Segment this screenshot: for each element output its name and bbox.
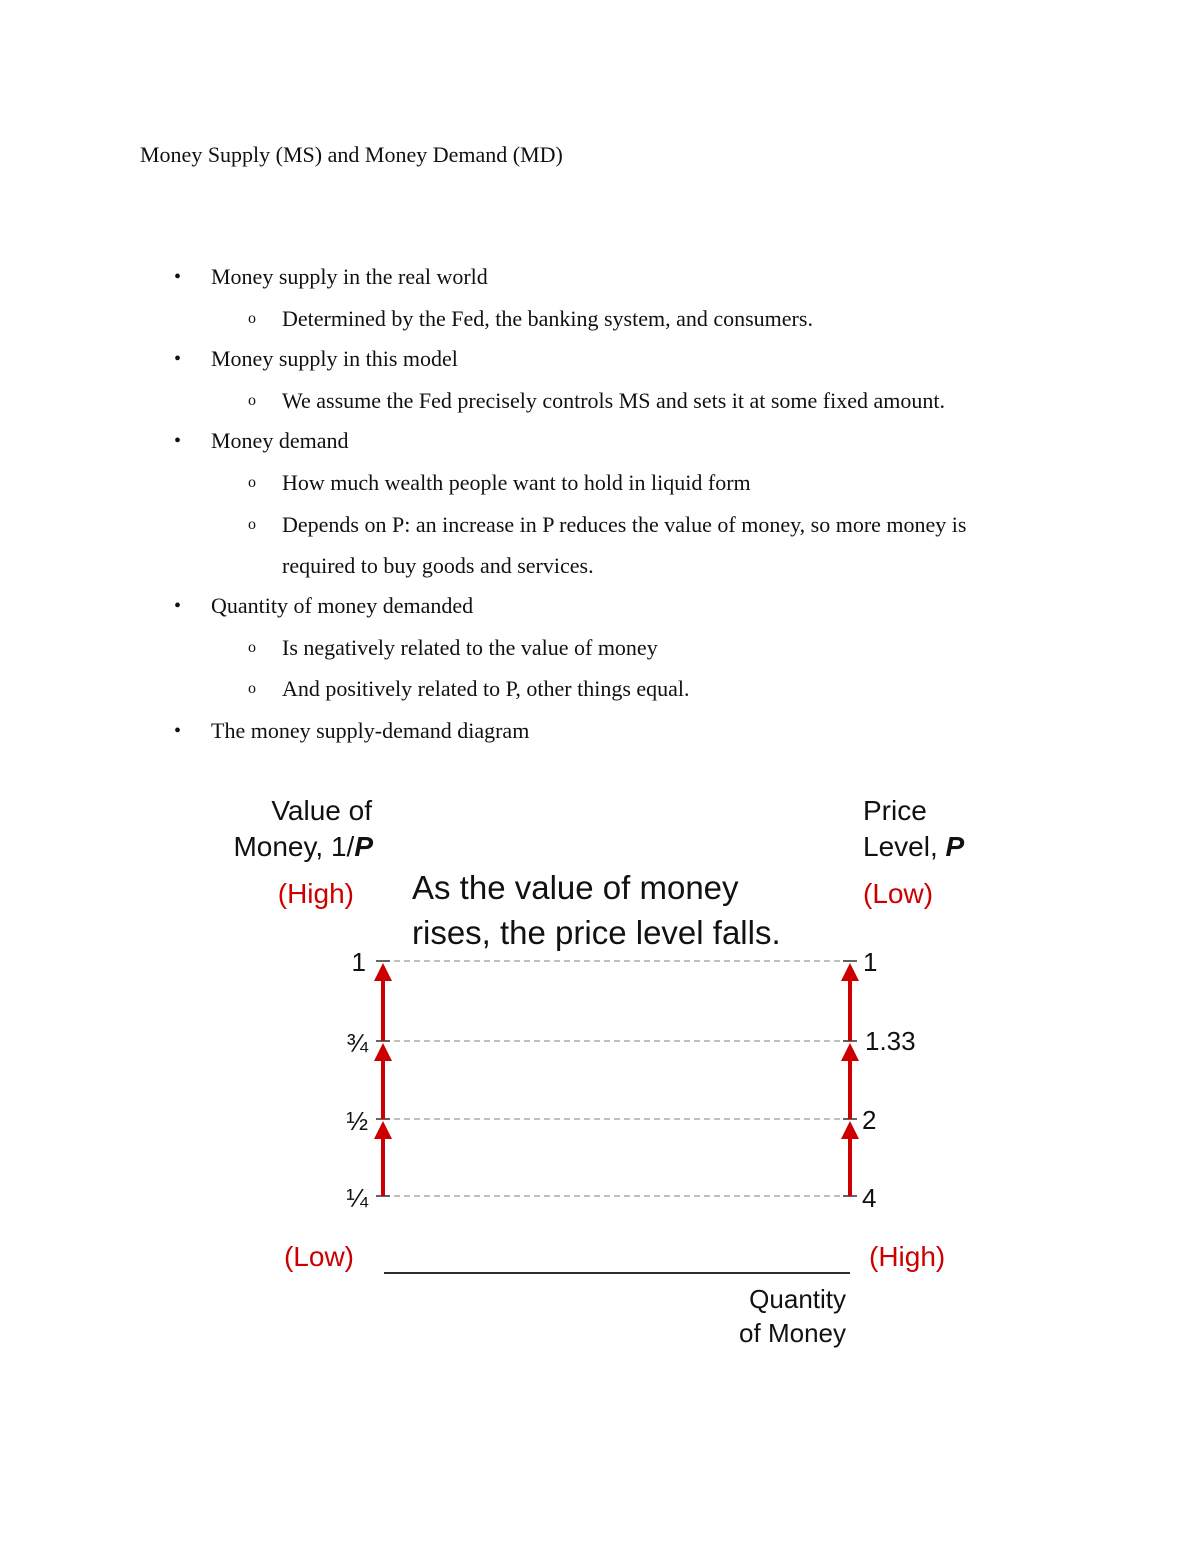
- list-item: The money supply-demand diagram: [211, 718, 530, 743]
- bullet-dot: •: [174, 430, 182, 452]
- sub-bullet-circle: o: [248, 310, 256, 327]
- svg-text:Level, P: [863, 831, 965, 862]
- left-low-label: (Low): [283, 1241, 354, 1272]
- bullet-dot: •: [174, 720, 182, 742]
- sub-list-item: Is negatively related to the value of money: [282, 635, 658, 660]
- list-item: Money demand: [211, 428, 349, 453]
- left-tick-label: ¼: [346, 1183, 368, 1213]
- left-axis-title-line2: Money, 1/: [233, 831, 355, 862]
- right-tick-label: 1.33: [865, 1026, 916, 1056]
- left-axis-variable: P: [354, 831, 373, 862]
- x-axis-label-line1: Quantity: [749, 1284, 846, 1314]
- diagram-headline-line1: As the value of money: [412, 869, 739, 906]
- page-title: Money Supply (MS) and Money Demand (MD): [140, 142, 563, 167]
- left-tick-label: ½: [346, 1106, 368, 1136]
- x-axis-label-line2: of Money: [739, 1318, 846, 1348]
- list-item: Quantity of money demanded: [211, 593, 474, 618]
- sub-bullet-circle: o: [248, 639, 256, 656]
- diagram-headline-line2: rises, the price level falls.: [412, 914, 781, 951]
- right-axis-title-line2: Level,: [863, 831, 946, 862]
- svg-text:Money, 1/P: [233, 831, 373, 862]
- list-item: Money supply in this model: [211, 346, 458, 371]
- bullet-dot: •: [174, 266, 182, 288]
- sub-list-item: We assume the Fed precisely controls MS and sets it at some fixed amount.: [282, 388, 945, 413]
- money-supply-demand-diagram: [0, 780, 1200, 1380]
- sub-list-item-continuation: required to buy goods and services.: [282, 553, 594, 578]
- sub-list-item: And positively related to P, other things equal.: [282, 676, 690, 701]
- left-tick-label: 1: [351, 947, 366, 977]
- sub-list-item: Depends on P: an increase in P reduces the value of money, so more money is: [282, 512, 967, 537]
- list-item: Money supply in the real world: [211, 264, 488, 289]
- right-tick-label: 4: [862, 1183, 877, 1213]
- right-axis-variable: P: [945, 831, 965, 862]
- right-tick-label: 2: [862, 1105, 877, 1135]
- right-high-label: (High): [869, 1241, 946, 1272]
- sub-bullet-circle: o: [248, 392, 256, 409]
- sub-bullet-circle: o: [248, 516, 256, 533]
- right-low-label: (Low): [863, 878, 934, 909]
- bullet-dot: •: [174, 595, 182, 617]
- sub-list-item: How much wealth people want to hold in liquid form: [282, 470, 751, 495]
- sub-bullet-circle: o: [248, 680, 256, 697]
- right-axis-title-line1: Price: [863, 795, 927, 826]
- right-tick-label: 1: [863, 947, 878, 977]
- sub-list-item: Determined by the Fed, the banking system, and consumers.: [282, 306, 813, 331]
- left-axis-title-line1: Value of: [271, 795, 372, 826]
- left-tick-label: ¾: [346, 1028, 368, 1058]
- sub-bullet-circle: o: [248, 474, 256, 491]
- bullet-dot: •: [174, 348, 182, 370]
- left-high-label: (High): [277, 878, 354, 909]
